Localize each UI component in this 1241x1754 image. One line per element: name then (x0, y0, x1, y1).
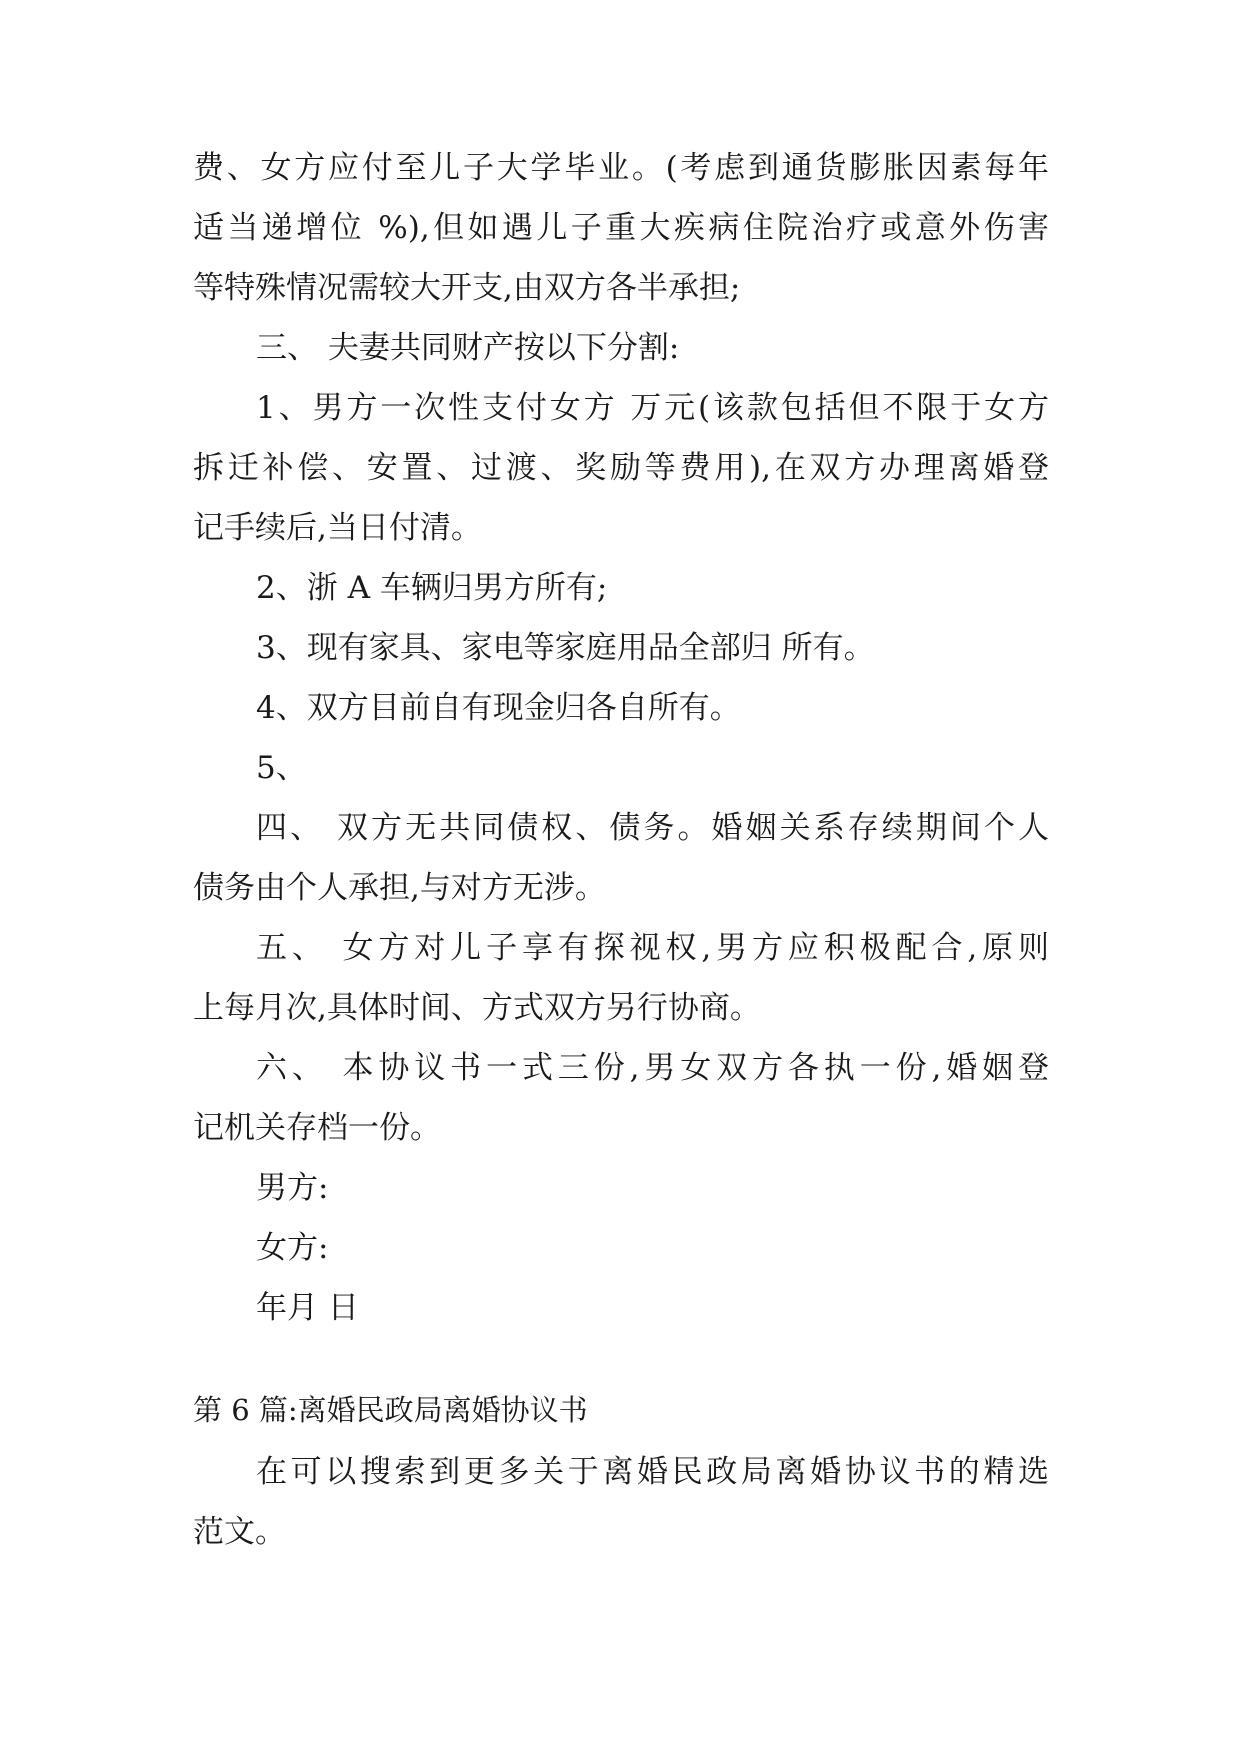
date-label: 年月 日 (256, 1290, 359, 1326)
female-party-signature-label: 女方: (256, 1230, 329, 1266)
paragraph-line: 债务由个人承担,与对方无涉。 (193, 870, 606, 906)
list-item-1: 1、男方一次性支付女方 万元(该款包括但不限于女方 (256, 390, 1049, 426)
list-item-4: 4、双方目前自有现金归各自所有。 (256, 690, 741, 726)
clause-heading-3: 三、 夫妻共同财产按以下分割: (256, 330, 680, 366)
paragraph-line: 适当递增位 %),但如遇儿子重大疾病住院治疗或意外伤害 (193, 210, 1049, 246)
paragraph-line: 上每月次,具体时间、方式双方另行协商。 (193, 990, 761, 1026)
clause-heading-4: 四、 双方无共同债权、债务。婚姻关系存续期间个人 (256, 810, 1049, 846)
section-heading: 第 6 篇:离婚民政局离婚协议书 (193, 1393, 588, 1427)
paragraph-line: 在可以搜索到更多关于离婚民政局离婚协议书的精选 (256, 1454, 1049, 1490)
paragraph-line: 等特殊情况需较大开支,由双方各半承担; (193, 270, 741, 306)
clause-heading-6: 六、 本协议书一式三份,男女双方各执一份,婚姻登 (256, 1050, 1049, 1086)
paragraph-line: 拆迁补偿、安置、过渡、奖励等费用),在双方办理离婚登 (193, 450, 1049, 486)
clause-heading-5: 五、 女方对儿子享有探视权,男方应积极配合,原则 (256, 930, 1049, 966)
paragraph-line: 范文。 (193, 1514, 286, 1550)
list-item-5: 5、 (256, 750, 307, 786)
paragraph-line: 费、女方应付至儿子大学毕业。(考虑到通货膨胀因素每年 (193, 150, 1049, 186)
list-item-3: 3、现有家具、家电等家庭用品全部归 所有。 (256, 630, 875, 666)
paragraph-line: 记手续后,当日付清。 (193, 510, 482, 546)
paragraph-line: 记机关存档一份。 (193, 1110, 441, 1146)
list-item-2: 2、浙 A 车辆归男方所有; (256, 570, 608, 606)
male-party-signature-label: 男方: (256, 1170, 329, 1206)
